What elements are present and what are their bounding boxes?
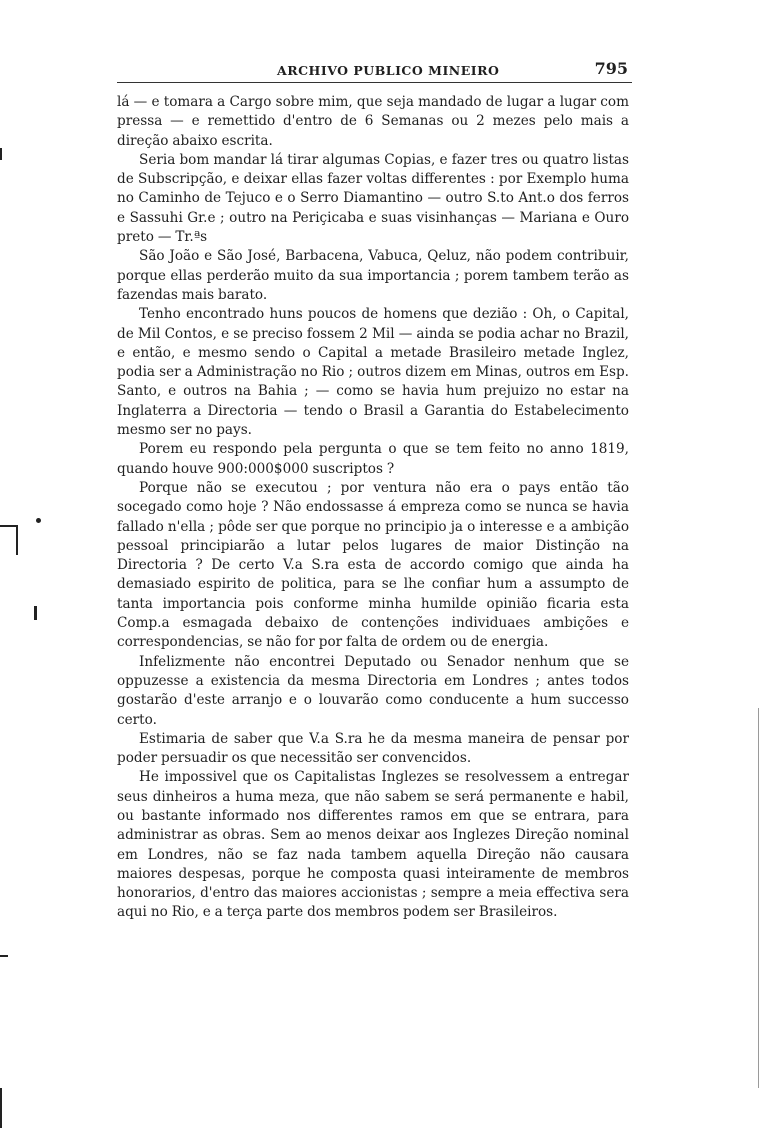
margin-mark-bottom — [0, 1088, 2, 1128]
paragraph-2: Seria bom mandar lá tirar algumas Copias, e fazer tres ou quatro listas de Subscripção, e deixar ellas fazer voltas differentes : por Exemplo huma no Caminho de Tejuco e o Serro Diamantino — outro S.to Ant.o dos ferros e Sassuhi Gr.e ; outro na Periçicaba e suas visinhanças — Mariana e Ouro preto — Tr.ªs — [117, 151, 629, 246]
paragraph-1: lá — e tomara a Cargo sobre mim, que seja mandado de lugar a lugar com pressa — e remettido d'entro de 6 Semanas ou 2 mezes pelo mais a direção abaixo escrita. — [117, 94, 629, 149]
page-header — [117, 58, 632, 83]
margin-mark-top — [0, 148, 2, 160]
paragraph-6: Porque não se executou ; por ventura não era o pays então tão socegado como hoje ? Não endossasse á empreza como se nunca se havia fallado n'ella ; pôde ser que porque no principio ja o interesse e a ambição pessoal principiarão a lutar pelos lugares de maior Distinção na Directoria ? De certo V.a S.ra esta de accordo comigo que ainda ha demasiado espirito de politica, para se lhe confiar hum a assumpto de tanta importancia pois conforme minha humilde opinião ficaria esta Comp.a esmagada debaixo de contenções individuaes ambições e correspondencias, se não for por falta de ordem ou de energia. — [117, 479, 629, 651]
paragraph-5: Porem eu respondo pela pergunta o que se tem feito no anno 1819, quando houve 900:000$000 suscriptos ? — [117, 441, 629, 477]
paragraph-3: São João e São José, Barbacena, Vabuca, Qeluz, não podem contribuir, porque ellas perderão muito da sua importancia ; porem tambem terão as fazendas mais barato. — [117, 248, 629, 303]
paragraph-7: Infelizmente não encontrei Deputado ou Senador nenhum que se oppuzesse a existencia da mesma Directoria em Londres ; antes todos gostarão d'este arranjo e o louvarão como conducente a hum successo certo. — [117, 653, 629, 728]
paragraph-9: He impossivel que os Capitalistas Inglezes se resolvessem a entregar seus dinheiros a huma meza, que não sabem se será permanente e habil, ou bastante informado nos differentes ramos em que se entrara, para administrar as obras. Sem ao menos deixar aos Inglezes Direção nominal em Londres, não se faz nada tambem aquella Direção não causara maiores despesas, porque he composta quasi inteiramente de membros honorarios, d'entro das maiores accionistas ; sempre a meia effectiva sera aqui no Rio, e a terça parte dos membros podem ser Brasileiros. — [117, 769, 629, 921]
page-body — [117, 93, 629, 923]
margin-mark-right — [758, 708, 759, 1088]
margin-mark-lower — [0, 955, 8, 957]
margin-mark-bracket-stem — [16, 525, 18, 555]
paragraph-4: Tenho encontrado huns poucos de homens que dezião : Oh, o Capital, de Mil Contos, e se preciso fossem 2 Mil — ainda se podia achar no Brazil, e então, e mesmo sendo o Capital a metade Brasileiro metade Inglez, podia ser a Administração no Rio ; outros dizem em Minas, outros em Esp. Santo, e outros na Bahia ; — como se havia hum prejuizo no estar na Inglaterra a Directoria — tendo o Brasil a Garantia do Estabelecimento mesmo ser no pays. — [117, 306, 629, 439]
running-title: ARCHIVO PUBLICO MINEIRO — [277, 63, 500, 78]
page-number: 795 — [594, 59, 628, 78]
margin-mark-middle — [34, 606, 37, 620]
margin-mark-dot — [36, 518, 41, 523]
paragraph-8: Estimaria de saber que V.a S.ra he da mesma maneira de pensar por poder persuadir os que necessitão ser convencidos. — [117, 730, 629, 767]
